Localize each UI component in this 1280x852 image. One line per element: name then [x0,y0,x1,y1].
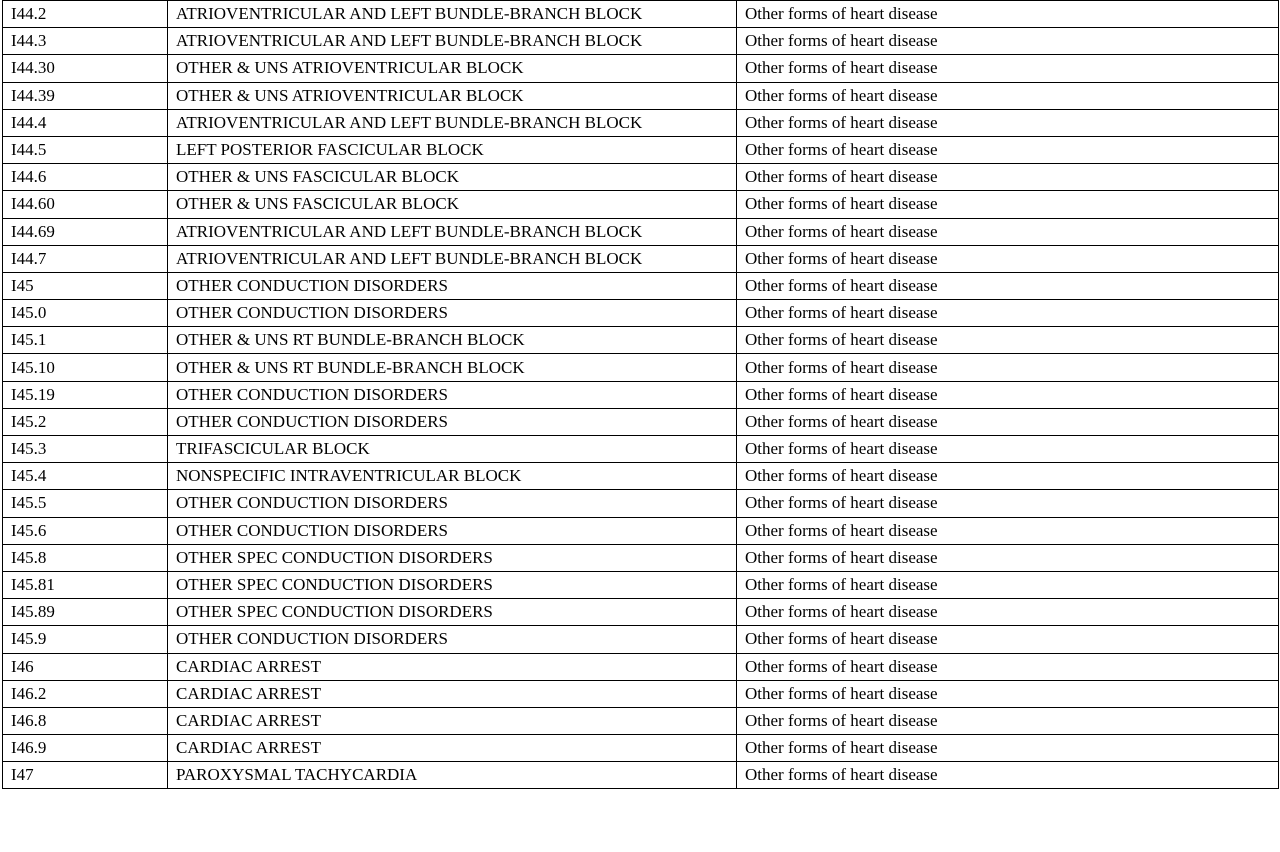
description-cell: OTHER CONDUCTION DISORDERS [168,272,737,299]
category-cell: Other forms of heart disease [737,164,1279,191]
table-row [3,707,1279,734]
category-cell: Other forms of heart disease [737,354,1279,381]
category-cell: Other forms of heart disease [737,599,1279,626]
description-cell: ATRIOVENTRICULAR AND LEFT BUNDLE-BRANCH BLOCK [168,28,737,55]
table-row [3,680,1279,707]
category-cell: Other forms of heart disease [737,381,1279,408]
description-cell: CARDIAC ARREST [168,680,737,707]
code-cell: I46.2 [3,680,168,707]
description-cell: OTHER CONDUCTION DISORDERS [168,408,737,435]
category-cell: Other forms of heart disease [737,707,1279,734]
code-cell: I44.2 [3,1,168,28]
table-row [3,245,1279,272]
code-cell: I45.4 [3,463,168,490]
table-row [3,626,1279,653]
code-cell: I45.5 [3,490,168,517]
table-row [3,136,1279,163]
category-cell: Other forms of heart disease [737,191,1279,218]
code-cell: I44.6 [3,164,168,191]
category-cell: Other forms of heart disease [737,109,1279,136]
code-cell: I45.6 [3,517,168,544]
description-cell: OTHER CONDUCTION DISORDERS [168,626,737,653]
category-cell: Other forms of heart disease [737,55,1279,82]
description-cell: PAROXYSMAL TACHYCARDIA [168,762,737,789]
description-cell: OTHER & UNS ATRIOVENTRICULAR BLOCK [168,55,737,82]
table-row [3,82,1279,109]
category-cell: Other forms of heart disease [737,653,1279,680]
category-cell: Other forms of heart disease [737,517,1279,544]
table-row [3,653,1279,680]
table-row [3,408,1279,435]
category-cell: Other forms of heart disease [737,735,1279,762]
code-cell: I44.3 [3,28,168,55]
category-cell: Other forms of heart disease [737,1,1279,28]
description-cell: OTHER CONDUCTION DISORDERS [168,381,737,408]
description-cell: NONSPECIFIC INTRAVENTRICULAR BLOCK [168,463,737,490]
code-cell: I44.69 [3,218,168,245]
table-row [3,762,1279,789]
description-cell: ATRIOVENTRICULAR AND LEFT BUNDLE-BRANCH BLOCK [168,1,737,28]
category-cell: Other forms of heart disease [737,463,1279,490]
code-cell: I45.1 [3,327,168,354]
code-cell: I44.39 [3,82,168,109]
table-row [3,55,1279,82]
table-row [3,381,1279,408]
code-cell: I46.8 [3,707,168,734]
description-cell: OTHER & UNS RT BUNDLE-BRANCH BLOCK [168,354,737,381]
table-row [3,571,1279,598]
description-cell: ATRIOVENTRICULAR AND LEFT BUNDLE-BRANCH BLOCK [168,245,737,272]
description-cell: OTHER CONDUCTION DISORDERS [168,300,737,327]
description-cell: OTHER SPEC CONDUCTION DISORDERS [168,571,737,598]
category-cell: Other forms of heart disease [737,490,1279,517]
description-cell: OTHER SPEC CONDUCTION DISORDERS [168,599,737,626]
code-cell: I45.89 [3,599,168,626]
table-row [3,490,1279,517]
table-row [3,735,1279,762]
code-cell: I45.81 [3,571,168,598]
code-cell: I44.4 [3,109,168,136]
category-cell: Other forms of heart disease [737,218,1279,245]
category-cell: Other forms of heart disease [737,272,1279,299]
table-row [3,517,1279,544]
category-cell: Other forms of heart disease [737,327,1279,354]
table-row [3,599,1279,626]
category-cell: Other forms of heart disease [737,300,1279,327]
description-cell: OTHER & UNS ATRIOVENTRICULAR BLOCK [168,82,737,109]
code-cell: I45.2 [3,408,168,435]
table-row [3,463,1279,490]
table-row [3,191,1279,218]
category-cell: Other forms of heart disease [737,436,1279,463]
table-row [3,28,1279,55]
table-row [3,544,1279,571]
category-cell: Other forms of heart disease [737,82,1279,109]
table-body [3,1,1279,789]
category-cell: Other forms of heart disease [737,28,1279,55]
code-cell: I45.8 [3,544,168,571]
table-row [3,272,1279,299]
description-cell: CARDIAC ARREST [168,653,737,680]
diagnosis-code-table [2,0,1279,789]
category-cell: Other forms of heart disease [737,136,1279,163]
category-cell: Other forms of heart disease [737,544,1279,571]
code-cell: I44.7 [3,245,168,272]
description-cell: CARDIAC ARREST [168,707,737,734]
description-cell: OTHER & UNS FASCICULAR BLOCK [168,191,737,218]
table-row [3,218,1279,245]
table-row [3,327,1279,354]
code-cell: I46 [3,653,168,680]
description-cell: OTHER CONDUCTION DISORDERS [168,517,737,544]
code-cell: I45.9 [3,626,168,653]
table-row [3,109,1279,136]
description-cell: TRIFASCICULAR BLOCK [168,436,737,463]
code-cell: I45.0 [3,300,168,327]
code-cell: I44.30 [3,55,168,82]
description-cell: CARDIAC ARREST [168,735,737,762]
code-cell: I45.10 [3,354,168,381]
description-cell: OTHER & UNS FASCICULAR BLOCK [168,164,737,191]
category-cell: Other forms of heart disease [737,245,1279,272]
code-cell: I44.5 [3,136,168,163]
description-cell: LEFT POSTERIOR FASCICULAR BLOCK [168,136,737,163]
description-cell: ATRIOVENTRICULAR AND LEFT BUNDLE-BRANCH BLOCK [168,109,737,136]
category-cell: Other forms of heart disease [737,626,1279,653]
description-cell: ATRIOVENTRICULAR AND LEFT BUNDLE-BRANCH BLOCK [168,218,737,245]
code-cell: I47 [3,762,168,789]
description-cell: OTHER SPEC CONDUCTION DISORDERS [168,544,737,571]
description-cell: OTHER & UNS RT BUNDLE-BRANCH BLOCK [168,327,737,354]
table-row [3,436,1279,463]
category-cell: Other forms of heart disease [737,408,1279,435]
code-cell: I45 [3,272,168,299]
code-cell: I46.9 [3,735,168,762]
category-cell: Other forms of heart disease [737,680,1279,707]
category-cell: Other forms of heart disease [737,571,1279,598]
code-cell: I45.3 [3,436,168,463]
table-row [3,164,1279,191]
table-row [3,300,1279,327]
category-cell: Other forms of heart disease [737,762,1279,789]
table-row [3,1,1279,28]
code-cell: I44.60 [3,191,168,218]
code-cell: I45.19 [3,381,168,408]
table-row [3,354,1279,381]
description-cell: OTHER CONDUCTION DISORDERS [168,490,737,517]
